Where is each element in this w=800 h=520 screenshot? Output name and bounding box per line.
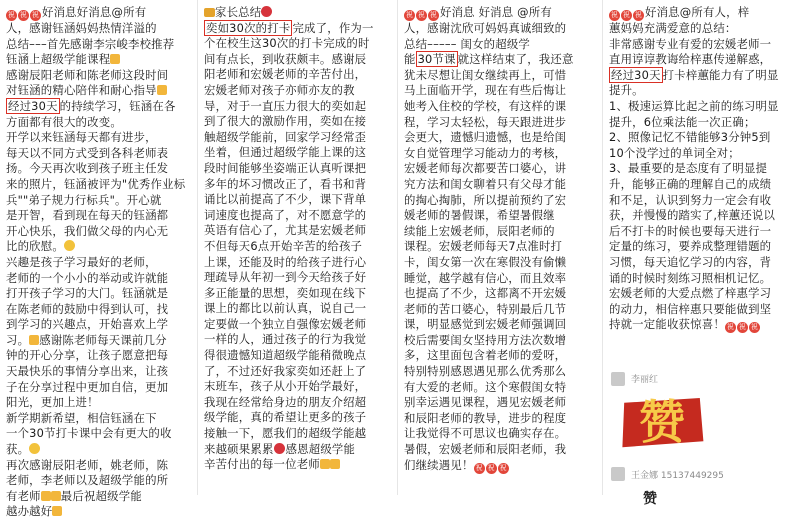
- message-text: 们继续遇见！: [404, 457, 474, 472]
- message-text: 天最快乐的事情分享出来，让孩: [6, 364, 169, 379]
- message-line: [609, 37, 794, 53]
- highlighted-text: 经过30天: [611, 67, 661, 82]
- message-line: [404, 380, 594, 396]
- red-emoji-icon: 祝: [622, 11, 631, 19]
- commenter-name[interactable]: 李丽红: [631, 375, 659, 385]
- message-text: 完成了，作为一: [292, 20, 374, 35]
- message-line: [6, 115, 189, 131]
- message-text: 也提高了不少，这都离不开宏媛: [404, 286, 567, 301]
- message-text: 睡觉，越学越有信心，而且效率: [404, 270, 567, 285]
- message-line: [404, 333, 594, 349]
- message-text: 导，对于一直压力很大的奕如起: [204, 98, 367, 113]
- message-line: [609, 208, 794, 224]
- message-text: 触超级学能前，回家学习经常歪: [204, 129, 367, 144]
- message-line: [609, 317, 794, 333]
- message-line: [204, 348, 389, 364]
- message-text: 不但每天6点开始辛苦的给孩子: [204, 238, 363, 253]
- message-text: 段时间能够坐姿端正认真听课把: [204, 160, 367, 175]
- message-text: 持就一定能收获惊喜！: [609, 317, 725, 332]
- message-text: 人，感谢钰涵妈妈热情洋溢的: [6, 21, 157, 35]
- message-text: 家长总结: [215, 5, 262, 19]
- message-line: [609, 146, 794, 162]
- message-line: [404, 348, 594, 364]
- message-text: 的持续学习，钰涵在各: [59, 98, 176, 113]
- message-line: [404, 208, 594, 224]
- message-line: [404, 286, 594, 302]
- message-text: 老师的一个小小的举动或许就能: [6, 270, 169, 285]
- commenter-name[interactable]: 王金娜 15137449295: [631, 471, 724, 481]
- red-emoji-icon: 祝: [634, 11, 643, 19]
- message-line: [6, 411, 189, 427]
- message-text: 好消息@所有人，梓: [645, 5, 750, 19]
- message-line: [404, 193, 594, 209]
- message-text: 获，并慢慢的踏实了,梓蕙还说以: [609, 208, 776, 223]
- message-line: [204, 5, 389, 21]
- message-line: [404, 302, 594, 318]
- chat-screenshot-2: [197, 0, 395, 495]
- message-text: 和不足，认识到努力一定会有收: [609, 192, 772, 207]
- ok-hand-icon: [157, 85, 167, 95]
- message-line: [404, 255, 594, 271]
- message-text: 兴趣是孩子学习最好的老师，: [6, 254, 157, 269]
- message-line: [204, 192, 389, 208]
- message-line: [6, 380, 189, 396]
- message-line: [609, 271, 794, 287]
- message-text: 犹未尽想让闺女继续再上，可惜: [404, 67, 567, 82]
- message-text: 开学以来钰涵每天都有进步，: [6, 130, 157, 145]
- message-line: [204, 286, 389, 302]
- message-line: [404, 224, 594, 240]
- message-line: [6, 130, 189, 146]
- message-text: 究方法和闺女聊着只有父母才能: [404, 176, 567, 191]
- message-line: [609, 21, 794, 37]
- message-line: [204, 426, 389, 442]
- message-text: 得很遗憾知道超级学能稍微晚点: [204, 348, 367, 363]
- message-text: 子在分享过程中更加自信，更加: [6, 379, 169, 394]
- message-line: [204, 395, 389, 411]
- message-text: 女自觉管理学习能动力的考核，: [404, 145, 567, 160]
- highlighted-text: 30节课: [417, 52, 456, 67]
- sticker-text: 赞: [639, 395, 685, 449]
- message-line: [6, 302, 189, 318]
- message-text: 定量的练习，要养成整理错题的: [609, 239, 772, 254]
- message-text: 提升。: [609, 83, 644, 98]
- message-text: 了，不过还好我家奕如还赶上了: [204, 363, 367, 378]
- message-line: [204, 317, 389, 333]
- message-text: 课，明显感觉到宏媛老师强调回: [404, 317, 567, 332]
- message-text: 阳光，更加上进！: [6, 395, 99, 410]
- message-line: [404, 37, 594, 53]
- message-text: 接触一下，愿我们的超级学能越: [204, 426, 367, 441]
- message-text: 宏媛老师对孩子亦师亦友的教: [204, 82, 355, 97]
- message-text: 方面都有很大的改变。: [6, 114, 122, 129]
- message-line: [609, 286, 794, 302]
- message-text: 到了很大的激励作用，奕如在接: [204, 114, 367, 129]
- highlighted-text: 经过30天: [8, 98, 58, 113]
- message-line: [204, 177, 389, 193]
- message-line: [404, 5, 594, 21]
- message-text: 2、照像记忆不错能够3分钟5到: [609, 130, 771, 145]
- message-text: 好消息 好消息 @所有: [440, 5, 552, 19]
- message-text: 是开智，看到现在每天的钰涵都: [6, 208, 169, 223]
- rose-icon: [274, 443, 285, 454]
- message-text: 有老师: [6, 488, 41, 503]
- like-sticker: [617, 392, 707, 452]
- message-text: 阳老师和宏媛老师的辛苦付出，: [204, 67, 367, 82]
- message-line: [404, 271, 594, 287]
- message-text: 诵比以前提高了不少，课下背单: [204, 192, 367, 207]
- message-text: 来的照片，钰涵被评为"优秀作业标: [6, 176, 186, 191]
- message-line: [204, 83, 389, 99]
- message-line: [204, 208, 389, 224]
- message-line: [6, 348, 189, 364]
- message-line: [609, 99, 794, 115]
- message-text: 她考入住校的学校，有这样的课: [404, 98, 567, 113]
- avatar[interactable]: [611, 372, 625, 386]
- message-text: 习惯，每天追忆学习的内容，背: [609, 254, 772, 269]
- message-text: 一个30节打卡课中会有更大的收: [6, 426, 172, 441]
- message-text: 个在校生这30次的打卡完成的时: [204, 36, 370, 51]
- message-line: [404, 146, 594, 162]
- message-line: [6, 177, 189, 193]
- message-text: 对钰涵的精心陪伴和耐心指导: [6, 83, 157, 98]
- message-text: 比的欣慰。: [6, 239, 64, 254]
- message-text: 后不打卡的时候也要每天进行一: [609, 223, 772, 238]
- message-text: 非常感谢专业有爱的宏媛老师一: [609, 36, 772, 51]
- message-line: [6, 333, 189, 349]
- message-line: [609, 52, 794, 68]
- message-text: 1、极速运算比起之前的练习明显: [609, 98, 779, 113]
- message-text: 间有点长，到收获颇丰。感谢辰: [204, 51, 367, 66]
- message-text: 打开孩子学习的大门。钰涵就是: [6, 286, 169, 301]
- red-emoji-icon: 祝: [405, 11, 414, 19]
- message-text: 蕙妈妈充满爱意的总结：: [609, 21, 737, 35]
- message-text: 每天以不同方式受到各科老师表: [6, 145, 169, 160]
- message-line: [204, 21, 389, 37]
- message-line: [6, 52, 189, 68]
- message-text: 让我觉得不可思议也确实存在。: [404, 426, 567, 441]
- message-text: 宏媛老师每次都要苦口婆心，讲: [404, 161, 567, 176]
- message-line: [204, 457, 389, 473]
- message-line: [204, 52, 389, 68]
- message-line: [404, 161, 594, 177]
- message-text: 定要做一个独立自强像宏媛老师: [204, 316, 367, 331]
- message-text: 到学习的兴趣点，开始喜欢上学: [6, 317, 169, 332]
- message-text: 最后祝超级学能: [60, 488, 142, 503]
- message-text: 坐着，但通过超级学能上课的这: [204, 145, 367, 160]
- message-line: [6, 5, 189, 21]
- message-line: [6, 395, 189, 411]
- message-text: 钰涵上超级学能课程: [6, 52, 111, 67]
- smile-icon: [64, 240, 75, 251]
- message-text: 在陈老师的鼓励中得到认可，找: [6, 301, 169, 316]
- message-text: 再次感谢辰阳老师，姚老师，陈: [6, 457, 169, 472]
- message-text: 升，能够正确的理解自己的成绩: [609, 176, 772, 191]
- message-line: [404, 83, 594, 99]
- message-line: [204, 255, 389, 271]
- message-line: [404, 442, 594, 458]
- red-emoji-icon: 祝: [610, 11, 619, 19]
- red-emoji-icon: 祝: [19, 11, 28, 19]
- message-text: 有大爱的老师。这个寒假闺女特: [404, 379, 567, 394]
- chat-screenshot-3: [397, 0, 600, 495]
- message-text: 打卡梓蕙能力有了明显: [662, 67, 779, 82]
- message-text: 暑假，宏媛老师和辰阳老师，我: [404, 442, 567, 457]
- message-text: 和辰阳老师的教导，进步的程度: [404, 410, 567, 425]
- red-emoji-icon: 祝: [750, 323, 759, 332]
- message-text: 会更大，遗憾归遗憾，也是给闺: [404, 130, 567, 145]
- message-line: [404, 21, 594, 37]
- message-line: [6, 99, 189, 115]
- red-emoji-icon: 祝: [475, 463, 483, 472]
- message-line: [609, 224, 794, 240]
- message-line: [6, 208, 189, 224]
- message-text: 辛苦付出的每一位老师: [204, 457, 320, 472]
- message-line: [404, 395, 594, 411]
- message-text: 开心快乐，我们做父母的内心无: [6, 223, 169, 238]
- message-line: [204, 301, 389, 317]
- message-line: [609, 161, 794, 177]
- message-text: 直用谆谆教诲给梓惠传递解惑，: [609, 52, 772, 67]
- message-line: [609, 83, 794, 99]
- message-text: 总结––––– 闺女的超级学: [404, 36, 531, 51]
- chat-screenshot-4: [602, 0, 800, 507]
- message-line: [204, 161, 389, 177]
- message-text: 好消息好消息@所有: [42, 5, 147, 19]
- message-line: [6, 224, 189, 240]
- message-line: [6, 504, 189, 520]
- message-line: [6, 193, 189, 209]
- message-line: [6, 239, 189, 255]
- message-text: 我现在经常给身边的朋友介绍超: [204, 394, 367, 409]
- message-line: [204, 239, 389, 255]
- message-line: [404, 52, 594, 68]
- message-text: 感谢辰阳老师和陈老师这段时间: [6, 67, 169, 82]
- message-text: 兵""弟子规力行标兵"。开心就: [6, 192, 162, 207]
- message-line: [6, 271, 189, 287]
- message-line: [204, 270, 389, 286]
- ok-hand-icon: [51, 491, 61, 501]
- bow-icon: [204, 8, 215, 17]
- message-text: 新学期新希望，相信钰涵在下: [6, 410, 157, 425]
- message-text: 卡，闺女第一次在寒假没有偷懒: [404, 254, 567, 269]
- message-line: [404, 458, 594, 474]
- message-line: [6, 426, 189, 442]
- message-line: [609, 193, 794, 209]
- message-text: 马上面临开学，现在有些后悔让: [404, 83, 567, 98]
- message-text: 末班车，孩子从小开始学最好，: [204, 379, 367, 394]
- message-line: [404, 99, 594, 115]
- message-line: [6, 37, 189, 53]
- message-text: 英语有信心了，尤其是宏媛老师: [204, 223, 367, 238]
- message-text: 10个没学过的单词全对；: [609, 145, 740, 160]
- message-text: 能: [404, 52, 416, 67]
- message-line: [404, 426, 594, 442]
- message-line: [6, 286, 189, 302]
- message-line: [609, 239, 794, 255]
- message-text: 诵的时候时刻练习照相机记忆。: [609, 270, 772, 285]
- message-text: 的动力，相信梓惠只要能做到坚: [609, 301, 772, 316]
- message-line: [204, 130, 389, 146]
- ok-hand-icon: [330, 459, 340, 469]
- message-line: [404, 115, 594, 131]
- message-line: [404, 68, 594, 84]
- message-text: 多，这里面包含着老师的爱呀，: [404, 348, 567, 363]
- message-text: 特别特别感恩遇见那么优秀那么: [404, 364, 567, 379]
- message-line: [204, 223, 389, 239]
- message-text: 词速度也提高了，对不愿意学的: [204, 207, 367, 222]
- message-text: 感谢陈老师每天课前几分: [39, 332, 167, 347]
- message-line: [6, 473, 189, 489]
- message-text: 课上的都比以前认真，说自己一: [204, 301, 367, 316]
- red-emoji-icon: 祝: [31, 11, 40, 19]
- message-text: 上课，还能及时的给孩子进行心: [204, 254, 367, 269]
- message-line: [609, 68, 794, 84]
- message-line: [6, 364, 189, 380]
- avatar[interactable]: [611, 467, 625, 481]
- message-line: [6, 161, 189, 177]
- message-line: [609, 177, 794, 193]
- message-line: [204, 442, 389, 458]
- reply-text: 赞: [643, 491, 657, 507]
- message-line: [6, 68, 189, 84]
- message-line: [609, 302, 794, 318]
- message-text: 一样的人，通过孩子的行为我觉: [204, 332, 367, 347]
- ok-hand-icon: [29, 335, 39, 345]
- highlighted-text: 奕如30次的打卡: [206, 20, 291, 35]
- message-text: 老师的苦口婆心，特别最后几节: [404, 301, 567, 316]
- message-text: 校后需要闺女坚持用方法次数增: [404, 332, 567, 347]
- message-text: 的掏心掏肺，所以提前预约了宏: [404, 192, 567, 207]
- message-text: 理疏导从年初一到今天给孩子好: [204, 270, 367, 285]
- ok-hand-icon: [320, 459, 330, 469]
- ok-hand-icon: [110, 54, 120, 64]
- message-line: [204, 114, 389, 130]
- message-line: [404, 317, 594, 333]
- message-line: [404, 411, 594, 427]
- message-text: 扬。今天再次收到孩子班主任发: [6, 161, 169, 176]
- message-text: 来越硕果累累: [204, 441, 274, 456]
- message-text: 别幸运遇见课程，遇见宏媛老师: [404, 395, 567, 410]
- message-text: 总结–––首先感谢李宗峻李校推荐: [6, 36, 175, 51]
- message-line: [204, 332, 389, 348]
- message-text: 感恩超级学能: [285, 441, 356, 456]
- message-line: [6, 146, 189, 162]
- message-text: 习。: [6, 332, 30, 347]
- message-line: [204, 145, 389, 161]
- message-line: [6, 21, 189, 37]
- message-line: [609, 255, 794, 271]
- message-line: [204, 410, 389, 426]
- message-text: 宏媛老师的大爱点燃了梓惠学习: [609, 286, 772, 301]
- message-line: [204, 67, 389, 83]
- message-line: [6, 83, 189, 99]
- message-text: 多正能量的思想，奕如现在线下: [204, 285, 367, 300]
- red-emoji-icon: 祝: [429, 11, 438, 19]
- message-line: [404, 177, 594, 193]
- red-emoji-icon: 祝: [726, 323, 735, 332]
- red-emoji-icon: 祝: [417, 11, 426, 19]
- message-line: [404, 239, 594, 255]
- message-line: [6, 442, 189, 458]
- red-emoji-icon: 祝: [7, 11, 16, 19]
- message-line: [404, 130, 594, 146]
- message-text: 3、最重要的是态度有了明显提: [609, 161, 768, 176]
- message-text: 钟的开心分享，让孩子愿意把每: [6, 348, 169, 363]
- rose-icon: [261, 6, 272, 17]
- message-line: [609, 5, 794, 21]
- message-line: [204, 99, 389, 115]
- red-emoji-icon: 祝: [499, 463, 507, 472]
- message-text: 就这样结束了，我还意: [457, 52, 574, 67]
- message-text: 提升，6位乘法能一次正确；: [609, 114, 756, 129]
- message-text: 人，感谢沈欣可妈妈真诚细致的: [404, 21, 567, 35]
- message-line: [404, 364, 594, 380]
- message-line: [6, 458, 189, 474]
- message-line: [6, 489, 189, 505]
- chat-screenshot-1: [0, 0, 195, 519]
- ok-hand-icon: [41, 491, 51, 501]
- message-line: [204, 379, 389, 395]
- message-line: [204, 364, 389, 380]
- ok-hand-icon: [52, 506, 62, 516]
- message-line: [609, 115, 794, 131]
- message-text: 多年的坏习惯改正了，看书和背: [204, 176, 367, 191]
- message-text: 媛老师的暑假课，希望暑假继: [404, 208, 555, 223]
- message-line: [6, 255, 189, 271]
- smile-icon: [29, 443, 40, 454]
- message-text: 级学能，真的希望让更多的孩子: [204, 410, 367, 425]
- message-line: [6, 317, 189, 333]
- message-text: 程，学习太轻松，每天跟进进步: [404, 114, 567, 129]
- red-emoji-icon: 祝: [487, 463, 495, 472]
- message-text: 越办越好: [6, 504, 53, 519]
- message-text: 续能上宏媛老师，辰阳老师的: [404, 223, 555, 238]
- message-text: 课程。宏媛老师每天7点准时打: [404, 239, 563, 254]
- message-text: 老师，李老师以及超级学能的所: [6, 473, 169, 488]
- message-line: [609, 130, 794, 146]
- message-line: [204, 36, 389, 52]
- red-emoji-icon: 祝: [738, 323, 747, 332]
- message-text: 获。: [6, 442, 30, 457]
